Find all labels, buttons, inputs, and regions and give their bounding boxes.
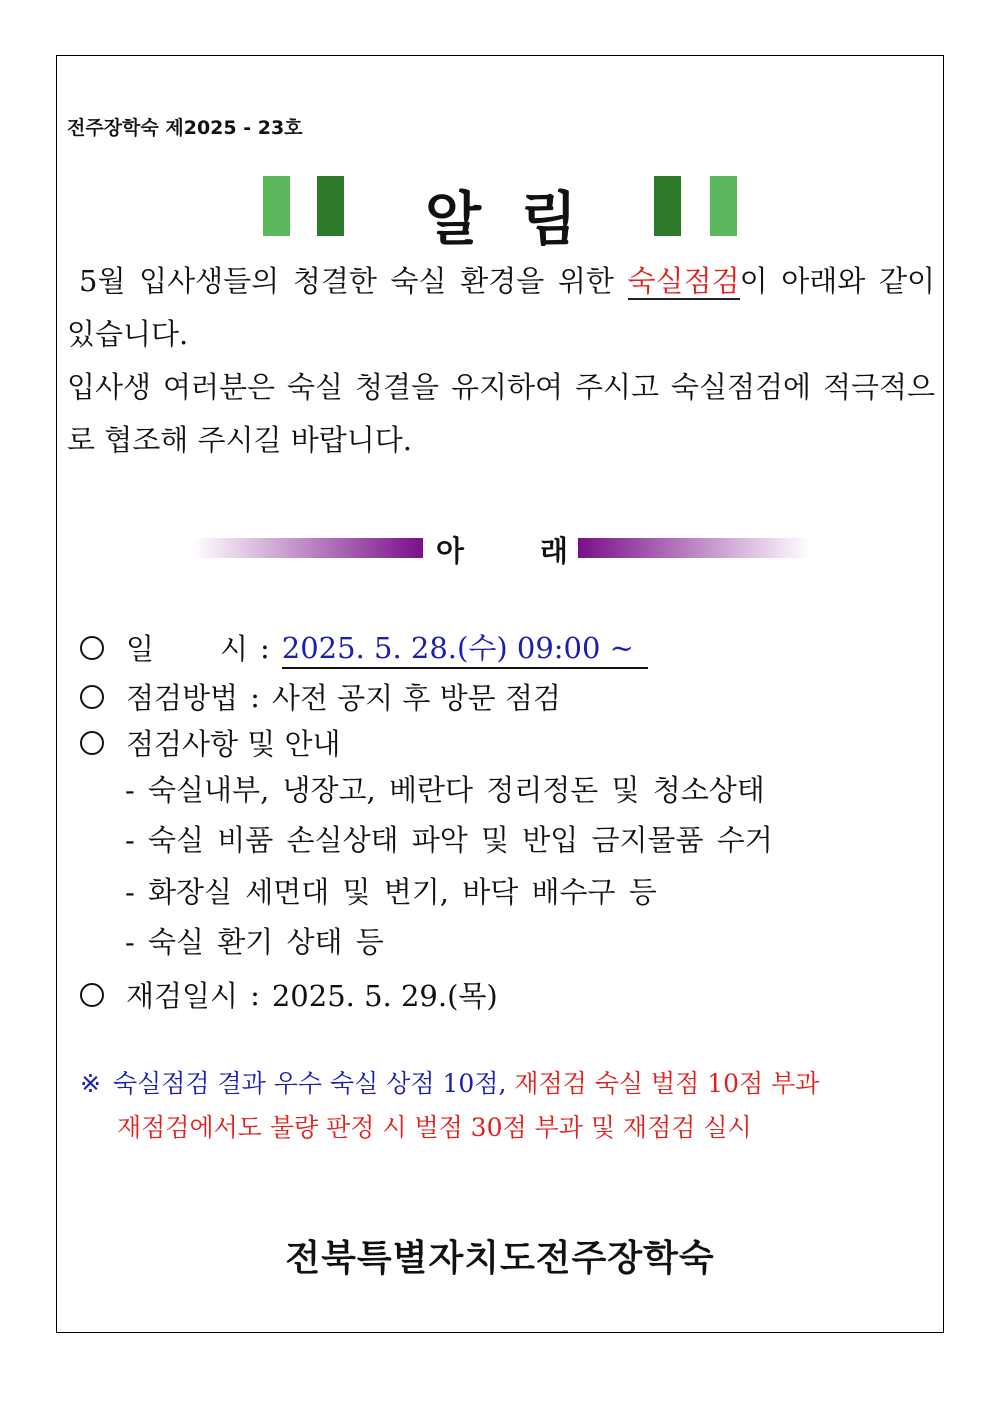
item-label: 점검사항 및 안내 xyxy=(126,727,341,761)
document-number: 전주장학숙 제2025 - 23호 xyxy=(67,117,303,139)
label-separator: : xyxy=(260,630,270,665)
label-separator: : xyxy=(250,977,260,1012)
circle-bullet-icon xyxy=(80,731,104,755)
item-label: 재검일시 xyxy=(126,979,239,1013)
gradient-bar-left xyxy=(193,538,423,558)
title-bar-light-left xyxy=(263,176,290,236)
recheck-value: 2025. 5. 29.(목) xyxy=(271,979,498,1013)
sub-item: - 숙실내부, 냉장고, 베란다 정리정돈 및 청소상태 xyxy=(125,773,765,807)
intro-paragraph-1 xyxy=(67,255,935,361)
title-bar-light-right xyxy=(710,176,737,236)
highlight-keyword: 숙실점검 xyxy=(627,264,740,298)
intro-text-before: 5월 입사생들의 청결한 숙실 환경을 위한 xyxy=(79,264,628,298)
section-title-right: 래 xyxy=(539,534,568,568)
item-label: 일 시 xyxy=(126,632,248,666)
gradient-bar-right xyxy=(578,538,811,558)
notice-merit: 숙실점검 결과 우수 숙실 상점 10점, xyxy=(112,1069,507,1098)
sub-item: - 화장실 세면대 및 변기, 바닥 배수구 등 xyxy=(125,875,657,909)
notice-line-1 xyxy=(80,1062,819,1106)
label-separator: : xyxy=(250,679,260,714)
method-value: 사전 공지 후 방문 점검 xyxy=(271,681,561,715)
sub-item: - 숙실 비품 손실상태 파악 및 반입 금지물품 수거 xyxy=(125,823,773,857)
list-item-schedule xyxy=(80,626,648,669)
page-title: 알림 xyxy=(424,185,618,253)
title-bar-dark-left xyxy=(317,176,344,236)
notice-penalty: 재점검 숙실 벌점 10점 부과 xyxy=(514,1069,820,1098)
notice-line-2: 재점검에서도 불량 판정 시 벌점 30점 부과 및 재점검 실시 xyxy=(117,1113,752,1142)
sub-item: - 숙실 환기 상태 등 xyxy=(125,925,384,959)
title-banner xyxy=(263,176,739,253)
organization-name: 전북특별자치도전주장학숙 xyxy=(285,1238,715,1279)
notice xyxy=(80,1062,819,1150)
schedule-value: 2025. 5. 28.(수) 09:00 ~ xyxy=(282,626,648,669)
list-item-checklist xyxy=(80,722,341,763)
section-title-left: 아 xyxy=(436,534,465,568)
intro-text xyxy=(67,255,935,467)
reference-mark-icon: ※ xyxy=(80,1069,101,1098)
section-header xyxy=(193,533,811,568)
intro-paragraph-2: 입사생 여러분은 숙실 청결을 유지하여 주시고 숙실점검에 적극적으로 협조해 주시길 바랍니다. xyxy=(67,370,935,457)
title-bar-dark-right xyxy=(654,176,681,236)
circle-bullet-icon xyxy=(80,636,104,660)
list-item-method xyxy=(80,676,561,717)
intro-text-after: 이 아래와 같이 있습니다. xyxy=(67,264,935,351)
item-label: 점검방법 xyxy=(126,681,239,715)
circle-bullet-icon xyxy=(80,685,104,709)
section-title xyxy=(428,529,576,570)
circle-bullet-icon xyxy=(80,983,104,1007)
list-item-recheck xyxy=(80,974,498,1015)
